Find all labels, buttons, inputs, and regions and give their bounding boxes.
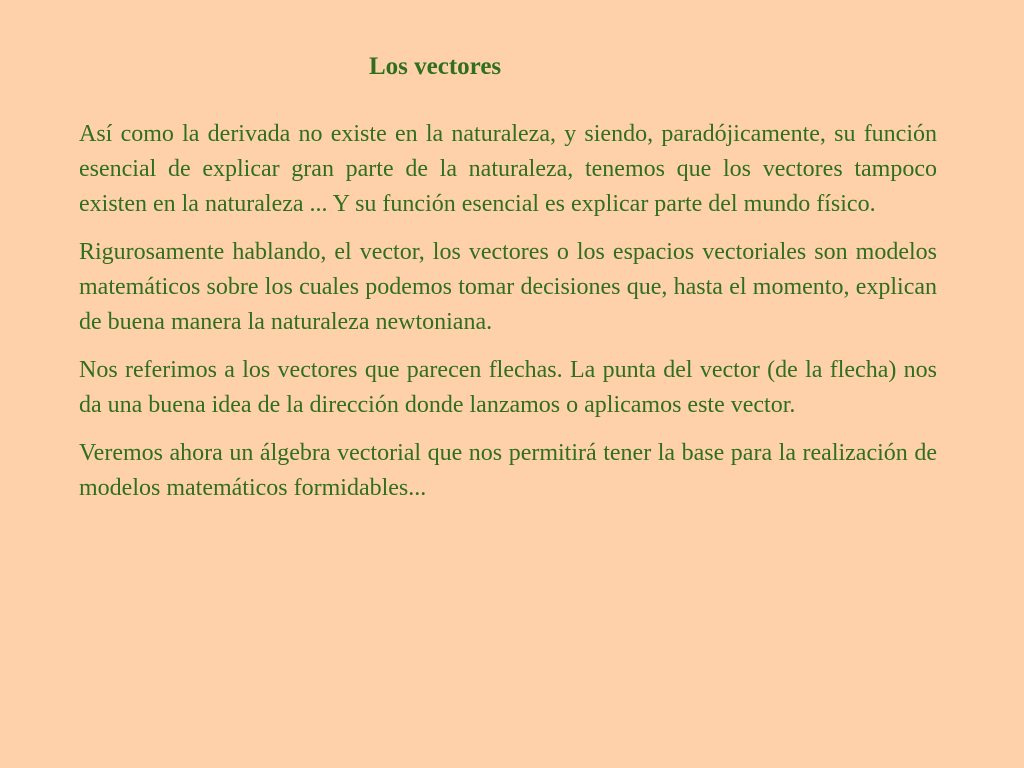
slide-body (79, 117, 937, 519)
slide-title: Los vectores (369, 53, 502, 80)
paragraph-4: Veremos ahora un álgebra vectorial que nos permitirá tener la base para la realización de modelos matemáticos formidables... (79, 440, 937, 501)
paragraph-1: Así como la derivada no existe en la naturaleza, y siendo, paradójicamente, su función esencial de explicar gran parte de la naturaleza, tenemos que los vectores tampoco existen en la naturaleza ... Y su función esencial es explicar parte del mundo físico. (79, 121, 937, 217)
paragraph-2: Rigurosamente hablando, el vector, los vectores o los espacios vectoriales son modelos matemáticos sobre los cuales podemos tomar decisiones que, hasta el momento, explican de buena manera la naturaleza newtoniana. (79, 239, 937, 335)
paragraph-3: Nos referimos a los vectores que parecen flechas. La punta del vector (de la flecha) nos da una buena idea de la dirección donde lanzamos o aplicamos este vector. (79, 357, 937, 418)
